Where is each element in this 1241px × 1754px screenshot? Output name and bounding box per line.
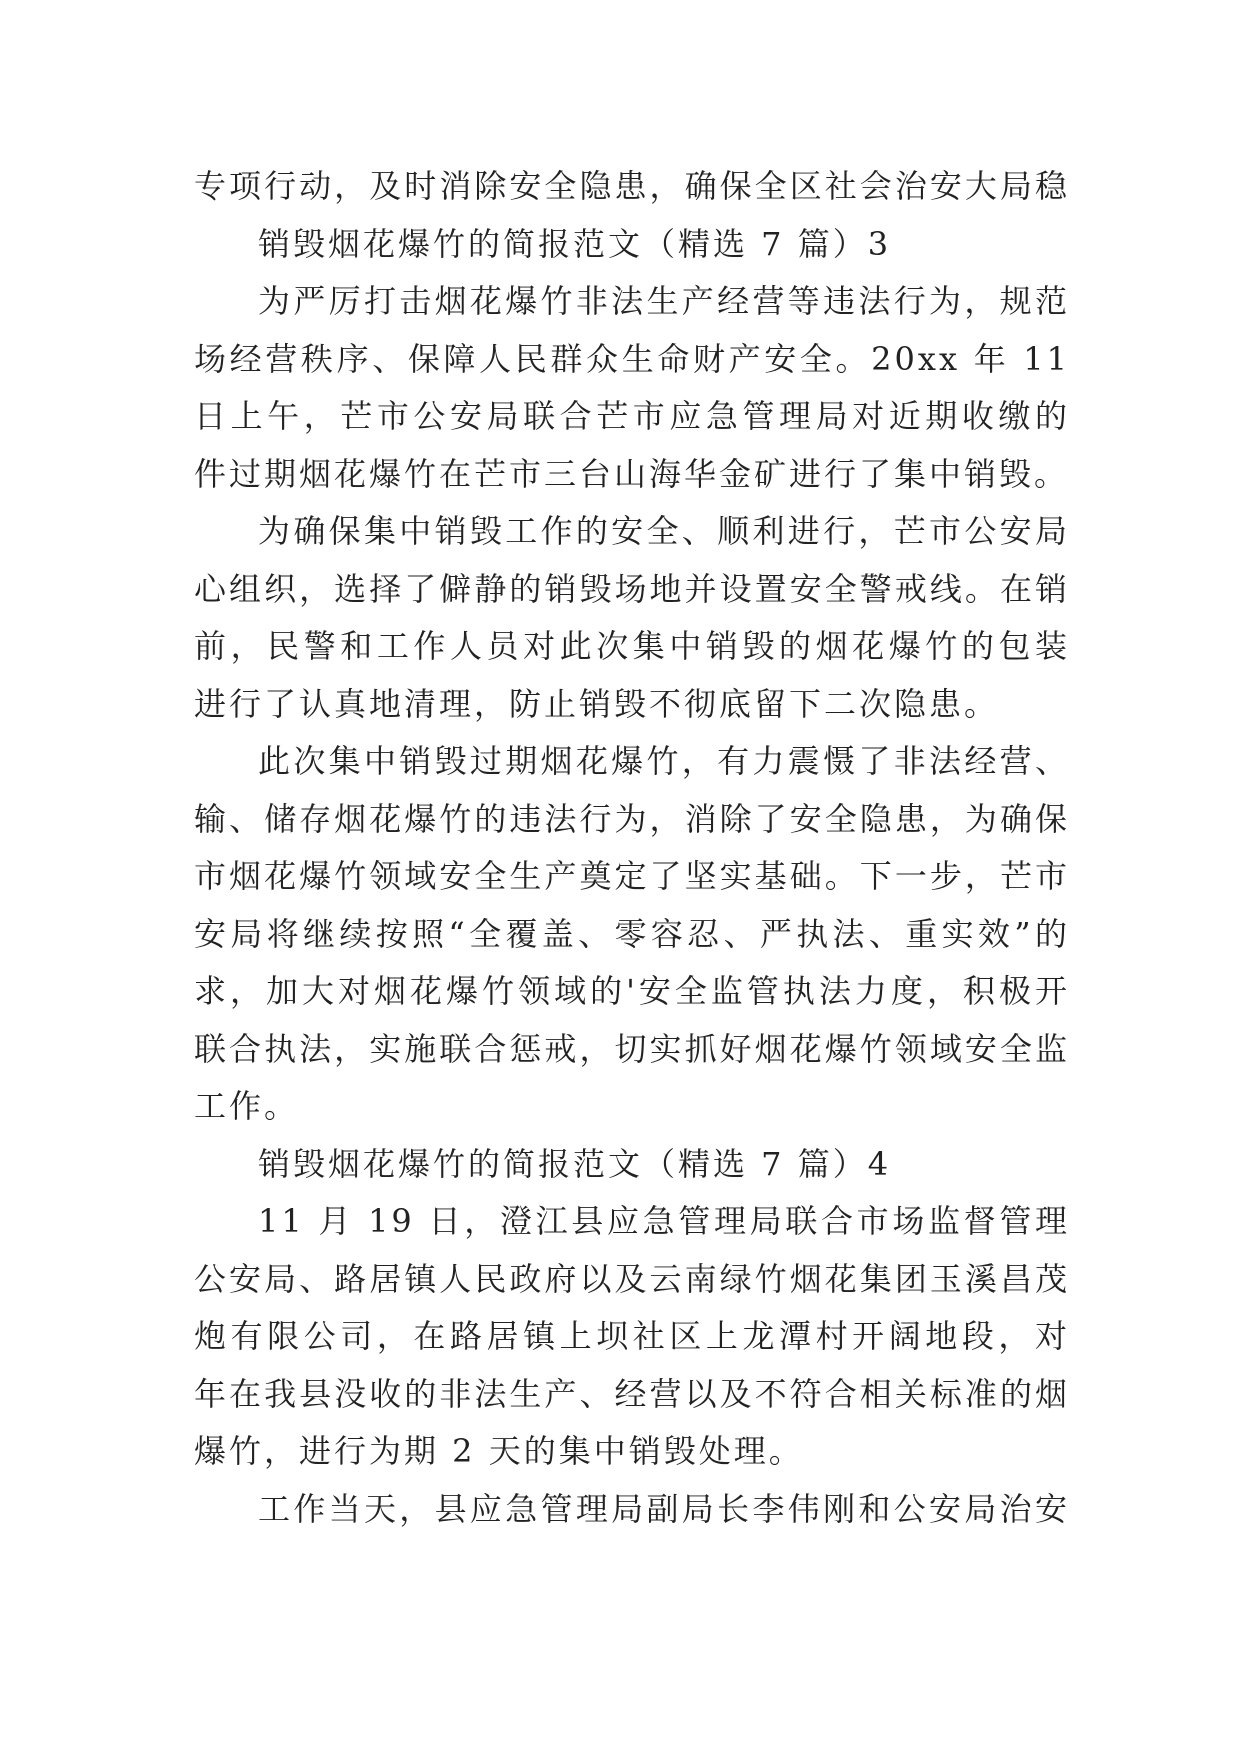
paragraph-first-line: 为严厉打击烟花爆竹非法生产经营等违法行为，规范 bbox=[258, 282, 1070, 320]
section-heading: 销毁烟花爆竹的简报范文（精选 7 篇）4 bbox=[258, 1144, 892, 1183]
text-line: 日上午，芒市公安局联合芒市应急管理局对近期收缴的 bbox=[194, 397, 1070, 435]
text-line: 公安局、路居镇人民政府以及云南绿竹烟花集团玉溪昌茂 bbox=[194, 1259, 1070, 1298]
text-line: 心组织，选择了僻静的销毁场地并设置安全警戒线。在销 bbox=[194, 569, 1070, 608]
paragraph-first-line: 为确保集中销毁工作的安全、顺利进行，芒市公安局 bbox=[258, 512, 1070, 550]
text-line: 前，民警和工作人员对此次集中销毁的烟花爆竹的包装 bbox=[194, 627, 1070, 665]
text-line: 炮有限公司，在路居镇上坝社区上龙潭村开阔地段，对 bbox=[194, 1317, 1070, 1355]
text-line: 爆竹，进行为期 2 天的集中销毁处理。 bbox=[194, 1432, 804, 1470]
text-line: 进行了认真地清理，防止销毁不彻底留下二次隐患。 bbox=[194, 684, 1000, 723]
text-line: 安局将继续按照“全覆盖、零容忍、严执法、重实效”的 bbox=[194, 914, 1070, 953]
text-line: 输、储存烟花爆竹的违法行为，消除了安全隐患，为确保 bbox=[194, 799, 1070, 838]
paragraph-first-line: 此次集中销毁过期烟花爆竹，有力震慑了非法经营、 bbox=[258, 742, 1070, 780]
text-line: 年在我县没收的非法生产、经营以及不符合相关标准的烟 bbox=[194, 1374, 1070, 1413]
paragraph-first-line: 11 月 19 日，澄江县应急管理局联合市场监督管理 bbox=[258, 1202, 1070, 1240]
document-body bbox=[194, 158, 1070, 1538]
section-heading: 销毁烟花爆竹的简报范文（精选 7 篇）3 bbox=[258, 224, 892, 263]
text-line: 专项行动，及时消除安全隐患，确保全区社会治安大局稳 bbox=[194, 167, 1070, 205]
text-line: 工作。 bbox=[194, 1087, 300, 1125]
text-line: 市烟花爆竹领域安全生产奠定了坚实基础。下一步，芒市 bbox=[194, 857, 1070, 895]
text-line: 件过期烟花爆竹在芒市三台山海华金矿进行了集中销毁。 bbox=[194, 454, 1070, 493]
text-line: 场经营秩序、保障人民群众生命财产安全。20xx 年 11 bbox=[194, 339, 1070, 378]
text-line: 求，加大对烟花爆竹领域的'安全监管执法力度，积极开 bbox=[194, 972, 1070, 1010]
paragraph-first-line: 工作当天，县应急管理局副局长李伟刚和公安局治安 bbox=[258, 1489, 1070, 1528]
text-line: 联合执法，实施联合惩戒，切实抓好烟花爆竹领域安全监 bbox=[194, 1029, 1070, 1068]
